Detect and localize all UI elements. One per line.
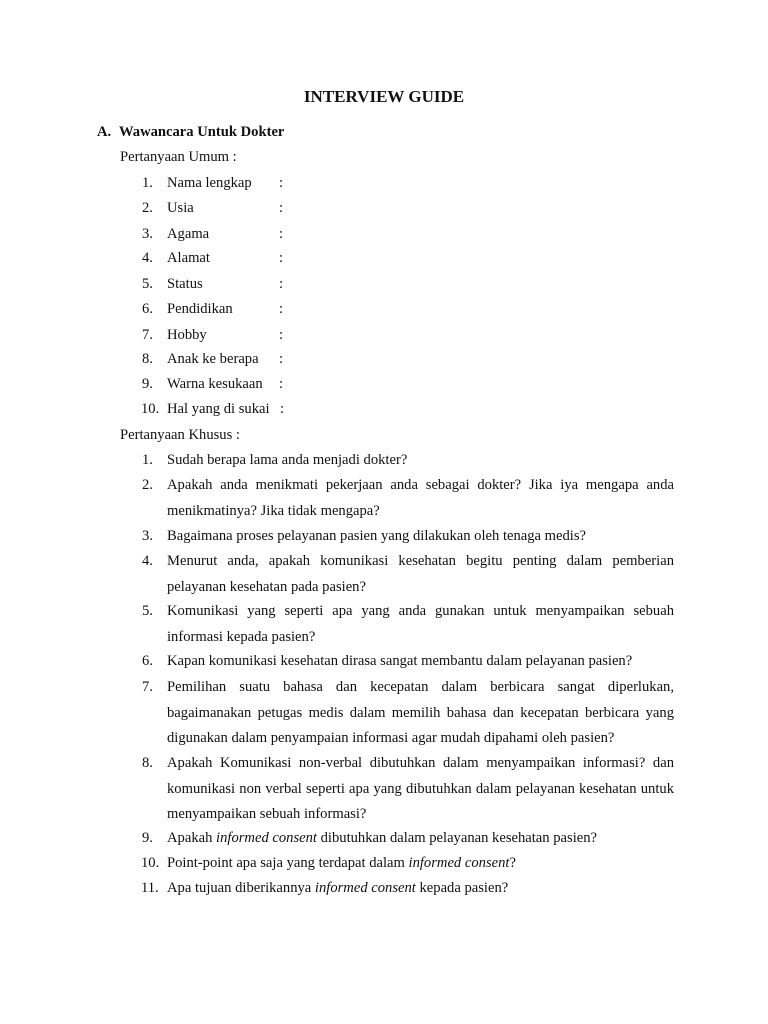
field-colon: : (279, 301, 284, 317)
question-text: Apa tujuan diberikannya informed consent kepada pasien? (167, 880, 509, 896)
section-heading (97, 124, 284, 141)
question-item (142, 880, 674, 902)
question-text: Bagaimana proses pelayanan pasien yang dilakukan oleh tenaga medis? (167, 528, 587, 544)
question-item (142, 830, 674, 852)
page-title: INTERVIEW GUIDE (303, 87, 465, 106)
question-text: Apakah informed consent dibutuhkan dalam pelayanan kesehatan pasien? (167, 830, 597, 846)
item-number: 7. (142, 327, 153, 343)
field-label: Warna kesukaan (167, 376, 263, 392)
question-item (142, 603, 674, 650)
section-label: Wawancara Untuk Dokter (119, 124, 285, 140)
item-number: 3. (142, 226, 153, 242)
question-item (142, 452, 674, 474)
italic-term: informed consent (216, 830, 317, 846)
field-label: Nama lengkap (167, 175, 252, 191)
field-colon: : (279, 351, 284, 367)
question-text: Menurut anda, apakah komunikasi kesehatan begitu penting dalam pemberian pelayanan kesehatan pada pasien? (167, 553, 674, 595)
question-item (142, 553, 674, 600)
item-number: 10. (141, 401, 160, 417)
question-number: 10. (141, 855, 160, 871)
question-number: 6. (142, 653, 153, 669)
question-item (142, 528, 674, 550)
field-label: Status (167, 276, 203, 292)
question-text: Sudah berapa lama anda menjadi dokter? (167, 452, 408, 468)
section-letter: A. (97, 124, 112, 140)
field-colon: : (279, 250, 284, 266)
field-colon: : (279, 276, 284, 292)
question-number: 3. (142, 528, 153, 544)
field-label: Anak ke berapa (167, 351, 259, 367)
field-label: Alamat (167, 250, 210, 266)
specific-questions-heading: Pertanyaan Khusus : (120, 427, 240, 443)
field-label: Pendidikan (167, 301, 233, 317)
question-number: 5. (142, 603, 153, 619)
question-text: Point-point apa saja yang terdapat dalam informed consent? (167, 855, 516, 871)
question-text: Apakah anda menikmati pekerjaan anda sebagai dokter? Jika iya mengapa anda menikmatinya? Jika tidak mengapa? (167, 477, 674, 519)
question-item (142, 855, 674, 877)
item-number: 8. (142, 351, 153, 367)
question-number: 8. (142, 755, 153, 771)
field-label: Agama (167, 226, 210, 242)
field-label: Usia (167, 200, 194, 216)
item-number: 9. (142, 376, 153, 392)
field-colon: : (280, 401, 285, 417)
item-number: 2. (142, 200, 153, 216)
question-text: Pemilihan suatu bahasa dan kecepatan dalam berbicara sangat diperlukan, bagaimanakan petugas medis dalam memilih bahasa dan kecepatan berbicara yang digunakan dalam penyampaian informasi agar mudah dipahami oleh pasien? (167, 679, 674, 746)
item-number: 4. (142, 250, 153, 266)
field-label: Hobby (167, 327, 207, 343)
question-text: Kapan komunikasi kesehatan dirasa sangat membantu dalam pelayanan pasien? (167, 653, 633, 669)
field-colon: : (279, 175, 284, 191)
field-colon: : (279, 226, 284, 242)
question-number: 9. (142, 830, 153, 846)
question-item (142, 755, 674, 828)
field-colon: : (279, 376, 284, 392)
italic-term: informed consent (408, 855, 510, 871)
general-questions-heading: Pertanyaan Umum : (120, 149, 237, 165)
question-text: Apakah Komunikasi non-verbal dibutuhkan dalam menyampaikan informasi? dan komunikasi non verbal seperti apa yang dibutuhkan dalam pelayanan kesehatan untuk menyampaikan sebuah informasi? (167, 755, 674, 822)
question-item (142, 477, 674, 524)
italic-term: informed consent (314, 880, 416, 896)
item-number: 6. (142, 301, 153, 317)
field-colon: : (279, 200, 284, 216)
question-item (142, 679, 674, 752)
question-number: 4. (142, 553, 153, 569)
question-item (142, 653, 674, 675)
question-text: Komunikasi yang seperti apa yang anda gunakan untuk menyampaikan sebuah informasi kepada pasien? (167, 603, 674, 645)
question-number: 7. (142, 679, 153, 695)
field-colon: : (279, 327, 284, 343)
item-number: 5. (142, 276, 153, 292)
item-number: 1. (142, 175, 153, 191)
question-number: 11. (141, 880, 159, 896)
field-label: Hal yang di sukai (167, 401, 270, 417)
question-number: 1. (142, 452, 153, 468)
question-number: 2. (142, 477, 153, 493)
